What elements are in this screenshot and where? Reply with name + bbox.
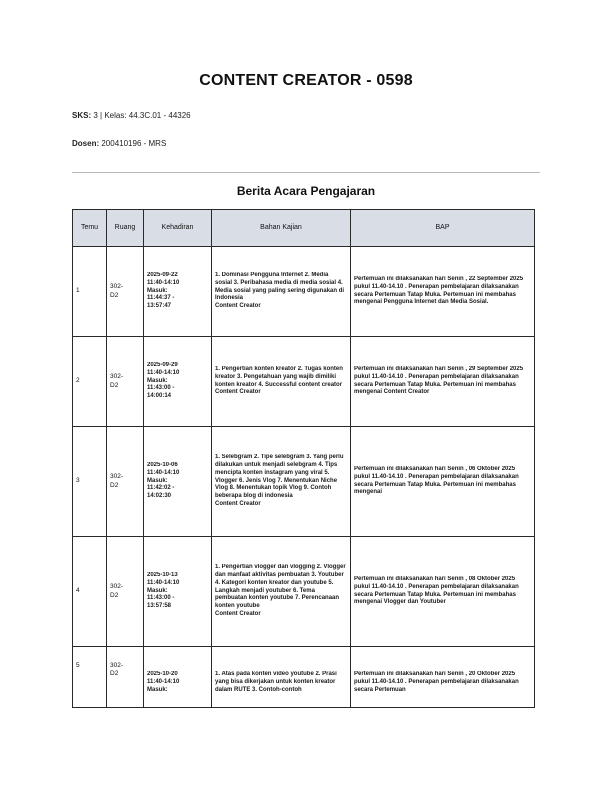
bap-table (72, 209, 535, 708)
table-row (73, 647, 535, 708)
dosen-line (72, 139, 166, 148)
sks-kelas-line (72, 111, 191, 120)
cell-bap: Pertemuan ini dilaksanakan hari Senin , 08 Oktober 2025 pukul 11.40-14.10 . Penerapan pembelajaran dilaksanakan secara Pertemuan Tatap Muka. Pertemuan ini membahas mengenai Vlogger dan Youtuber (351, 537, 535, 647)
dosen-label: Dosen: (72, 139, 100, 148)
divider-line (72, 172, 540, 173)
cell-ruang: 302- D2 (107, 537, 144, 647)
cell-bahan-kajian: 1. Selebgram 2. Tipe selebgram 3. Yang perlu dilakukan untuk menjadi selebgram 4. Tips mencipta konten instagram yang viral 5. Vlogger 6. Jenis Vlog 7. Menentukan Niche Vlog 8. Menentukan topik Vlog 9. Contoh beberapa blog di indonesia Content Creator (212, 427, 351, 537)
cell-ruang: 302- D2 (107, 247, 144, 337)
cell-kehadiran: 2025-09-22 11:40-14:10 Masuk: 11:44:37 - 13:57:47 (144, 247, 212, 337)
cell-bap: Pertemuan ini dilaksanakan hari Senin , 20 Oktober 2025 pukul 11.40-14.10 . Penerapan pembelajaran dilaksanakan secara Pertemuan (351, 647, 535, 708)
cell-bap: Pertemuan ini dilaksanakan hari Senin , 22 September 2025 pukul 11.40-14.10 . Penerapan pembelajaran dilaksanakan secara Pertemuan Tatap Muka. Pertemuan ini membahas mengenai Pengguna Internet dan Media Sosial. (351, 247, 535, 337)
cell-bap: Pertemuan ini dilaksanakan hari Senin , 06 Oktober 2025 pukul 11.40-14.10 . Penerapan pembelajaran dilaksanakan secara Pertemuan Tatap Muka. Pertemuan ini membahas mengenai (351, 427, 535, 537)
table-row (73, 537, 535, 647)
header-ruang: Ruang (107, 210, 144, 247)
cell-kehadiran: 2025-10-13 11:40-14:10 Masuk: 11:43:00 - 13:57:58 (144, 537, 212, 647)
cell-kehadiran: 2025-10-20 11:40-14:10 Masuk: (144, 647, 212, 708)
cell-bahan-kajian: 1. Pengertian konten kreator 2. Tugas konten kreator 3. Pengetahuan yang wajib dimiliki konten kreator 4. Successful content creator Content Creator (212, 337, 351, 427)
cell-bap: Pertemuan ini dilaksanakan hari Senin , 29 September 2025 pukul 11.40-14.10 . Penerapan pembelajaran dilaksanakan secara Pertemuan Tatap Muka. Pertemuan ini membahas mengenai Content Creator (351, 337, 535, 427)
header-kehadiran: Kehadiran (144, 210, 212, 247)
cell-ruang: 302- D2 (107, 647, 144, 708)
section-title: Berita Acara Pengajaran (236, 184, 376, 198)
header-temu: Temu (73, 210, 107, 247)
cell-bahan-kajian: 1. Pengertian vlogger dan vlogging 2. Vlogger dan manfaat aktivitas pembuatan 3. Youtuber 4. Kategori konten kreator dan youtube 5. Langkah menjadi youtuber 6. Tema pembuatan konten youtube 7. Perencanaan konten youtube Content Creator (212, 537, 351, 647)
cell-kehadiran: 2025-10-06 11:40-14:10 Masuk: 11:42:02 - 14:02:30 (144, 427, 212, 537)
cell-ruang: 302- D2 (107, 337, 144, 427)
page-title: CONTENT CREATOR - 0598 (199, 72, 413, 89)
cell-temu: 2 (73, 337, 107, 427)
header-bahan-kajian: Bahan Kajian (212, 210, 351, 247)
table-row (73, 337, 535, 427)
cell-bahan-kajian: 1. Dominasi Pengguna Internet 2. Media sosial 3. Peribahasa media di media sosial 4. Media sosial yang paling sering digunakan di Indonesia Content Creator (212, 247, 351, 337)
table-row (73, 427, 535, 537)
dosen-value: 200410196 - MRS (101, 139, 167, 148)
cell-bahan-kajian: 1. Atas pada konten video youtube 2. Prasi yang bisa dikerjakan untuk konten kreator dalam RUTE 3. Contoh-contoh (212, 647, 351, 708)
cell-temu: 5 (73, 647, 107, 708)
cell-temu: 1 (73, 247, 107, 337)
table-header-row (73, 210, 535, 247)
sks-label: SKS: (72, 111, 92, 120)
cell-ruang: 302- D2 (107, 427, 144, 537)
table-row (73, 247, 535, 337)
header-bap: BAP (351, 210, 535, 247)
cell-temu: 4 (73, 537, 107, 647)
sks-value: 3 | Kelas: 44.3C.01 - 44326 (93, 111, 191, 120)
cell-kehadiran: 2025-09-29 11:40-14:10 Masuk: 11:43:00 - 14:00:14 (144, 337, 212, 427)
cell-temu: 3 (73, 427, 107, 537)
